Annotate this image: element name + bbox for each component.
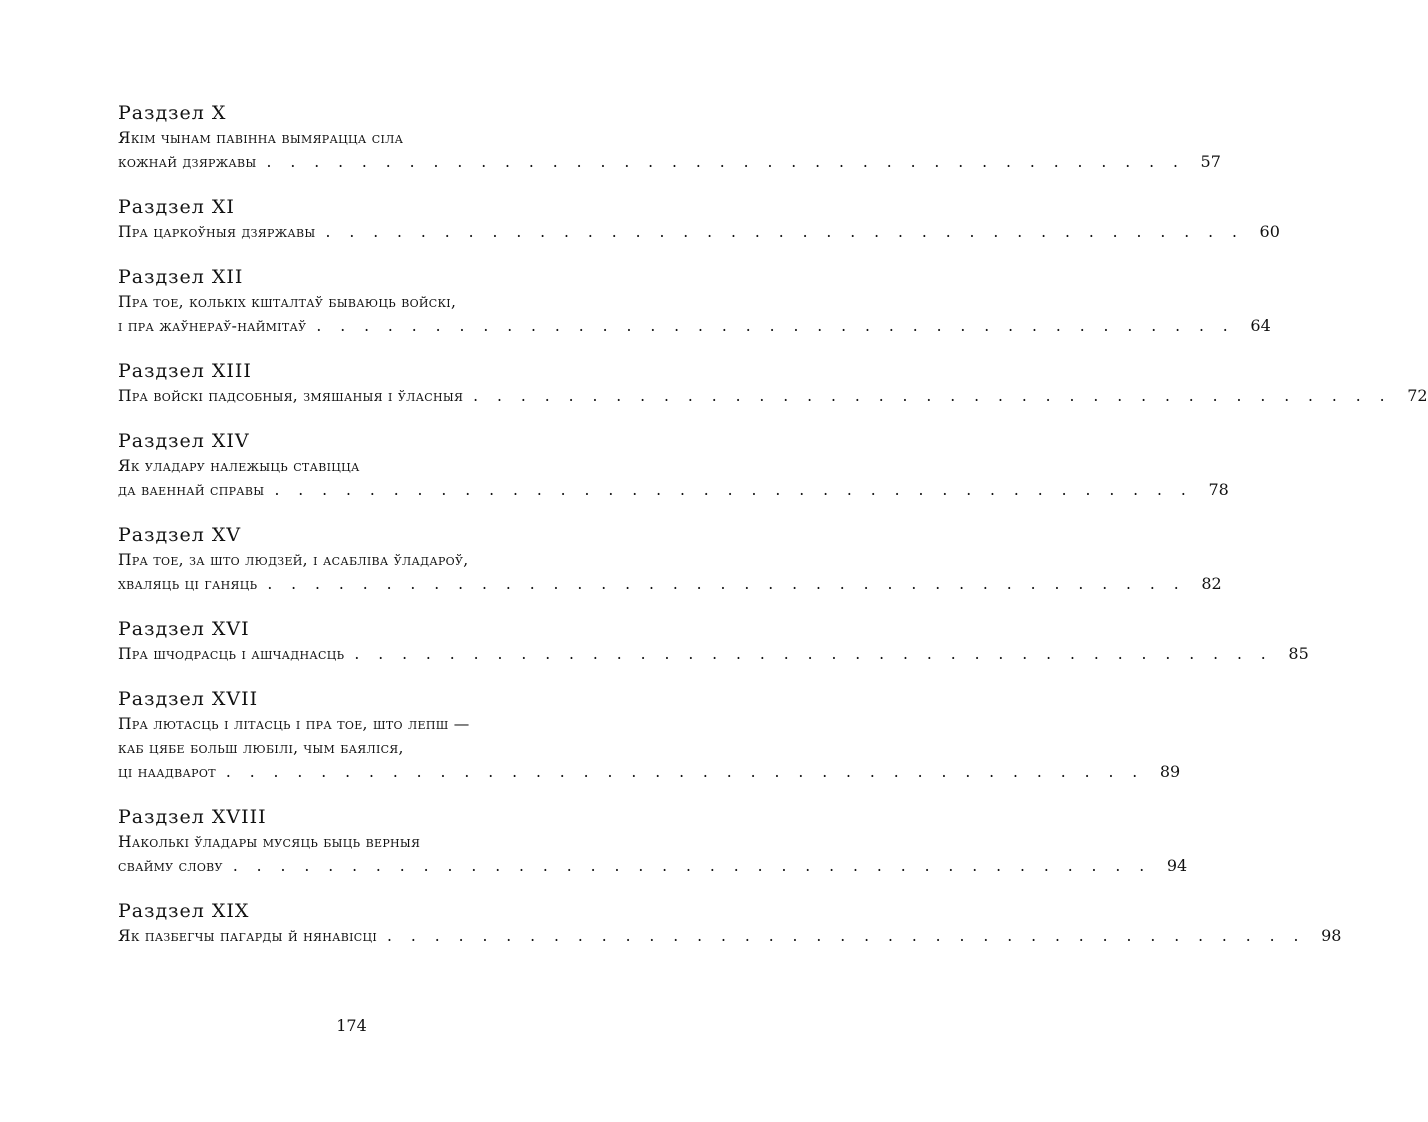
chapter-heading: Раздзел XVII [118,688,259,710]
chapter-title-final-line [118,314,1271,338]
chapter-heading: Раздзел X [118,102,227,124]
dot-leader: . . . . . . . . . . . . . . . . . . . . . . . . . . . . . . . . . . . . . . . [232,857,1152,875]
chapter-title-text: Пра войскі падсобныя, змяшаныя і ўласныя [118,387,464,405]
page-number: 174 [336,1016,367,1035]
toc-entry [118,804,1188,878]
toc-entry [118,194,1280,244]
chapter-title-final-line [118,478,1229,502]
dot-leader: . . . . . . . . . . . . . . . . . . . . . . . . . . . . . . . . . . . . . . . [473,387,1392,405]
dot-leader: . . . . . . . . . . . . . . . . . . . . . . . . . . . . . . . . . . . . . . . [266,153,1185,171]
toc-entry [118,522,1222,596]
dot-leader: . . . . . . . . . . . . . . . . . . . . . . . . . . . . . . . . . . . . . . . [325,223,1244,241]
chapter-title-line: Пра тое, колькіх кшталтаў бываюць войскі, [118,293,457,311]
chapter-heading: Раздзел XV [118,524,242,546]
chapter-heading: Раздзел XI [118,196,235,218]
toc-entry [118,358,1428,408]
page-reference: 94 [1166,856,1188,875]
dot-leader: . . . . . . . . . . . . . . . . . . . . . . . . . . . . . . . . . . . . . . . [316,317,1235,335]
toc-entry [118,686,1181,784]
chapter-title-line: каб цябе больш любілі, чым баяліся, [118,739,404,757]
chapter-title-final-line [118,572,1222,596]
dot-leader: . . . . . . . . . . . . . . . . . . . . . . . . . . . . . . . . . . . . . . . [225,763,1145,781]
dot-leader: . . . . . . . . . . . . . . . . . . . . . . . . . . . . . . . . . . . . . . . [274,481,1193,499]
chapter-title-text: Як пазбегчы пагарды й нянавісці [118,927,378,945]
chapter-title-text: свайму слову [118,857,223,875]
page-reference: 85 [1288,644,1309,663]
chapter-heading: Раздзел XVIII [118,806,267,828]
toc-entry [118,616,1309,666]
chapter-title-line: Як уладару належыць ставіцца [118,457,360,475]
chapter-title-text: хваляць ці ганяць [118,575,258,593]
page-reference: 57 [1200,152,1221,171]
chapter-title-final-line [118,760,1181,784]
chapter-heading: Раздзел XIX [118,900,250,922]
chapter-title-final-line [118,220,1280,244]
chapter-heading: Раздзел XVI [118,618,250,640]
table-of-contents [118,100,1428,968]
chapter-heading: Раздзел XII [118,266,244,288]
chapter-title-text: ці наадварот [118,763,216,781]
dot-leader: . . . . . . . . . . . . . . . . . . . . . . . . . . . . . . . . . . . . . . . [354,645,1273,663]
page-reference: 64 [1250,316,1271,335]
chapter-title-final-line [118,384,1428,408]
chapter-title-text: Пра шчодрасць і ашчаднасць [118,645,345,663]
page-reference: 72 [1407,386,1428,405]
chapter-title-final-line [118,854,1188,878]
chapter-heading: Раздзел XIII [118,360,252,382]
page-reference: 60 [1259,222,1280,241]
chapter-title-text: кожнай дзяржавы [118,153,257,171]
page-reference: 82 [1201,574,1222,593]
toc-entry [118,898,1342,948]
chapter-title-text: Пра царкоўныя дзяржавы [118,223,316,241]
chapter-title-line: Пра лютасць і літасць і пра тое, што лепш — [118,715,470,733]
chapter-title-line: Пра тое, за што людзей, і асабліва ўладароў, [118,551,469,569]
page-reference: 89 [1159,762,1181,781]
page-reference: 78 [1208,480,1229,499]
dot-leader: . . . . . . . . . . . . . . . . . . . . . . . . . . . . . . . . . . . . . . . [387,927,1306,945]
chapter-title-line: Якім чынам павінна вымярацца сіла [118,129,404,147]
toc-entry [118,428,1229,502]
chapter-title-final-line [118,150,1221,174]
chapter-title-text: і пра жаўнераў-наймітаў [118,317,307,335]
toc-entry [118,100,1221,174]
page-reference: 98 [1321,926,1342,945]
chapter-title-final-line [118,924,1342,948]
chapter-title-line: Наколькі ўладары мусяць быць верныя [118,833,421,851]
chapter-title-final-line [118,642,1309,666]
dot-leader: . . . . . . . . . . . . . . . . . . . . . . . . . . . . . . . . . . . . . . . [267,575,1186,593]
chapter-title-text: да ваеннай справы [118,481,265,499]
chapter-heading: Раздзел XIV [118,430,250,452]
toc-entry [118,264,1271,338]
